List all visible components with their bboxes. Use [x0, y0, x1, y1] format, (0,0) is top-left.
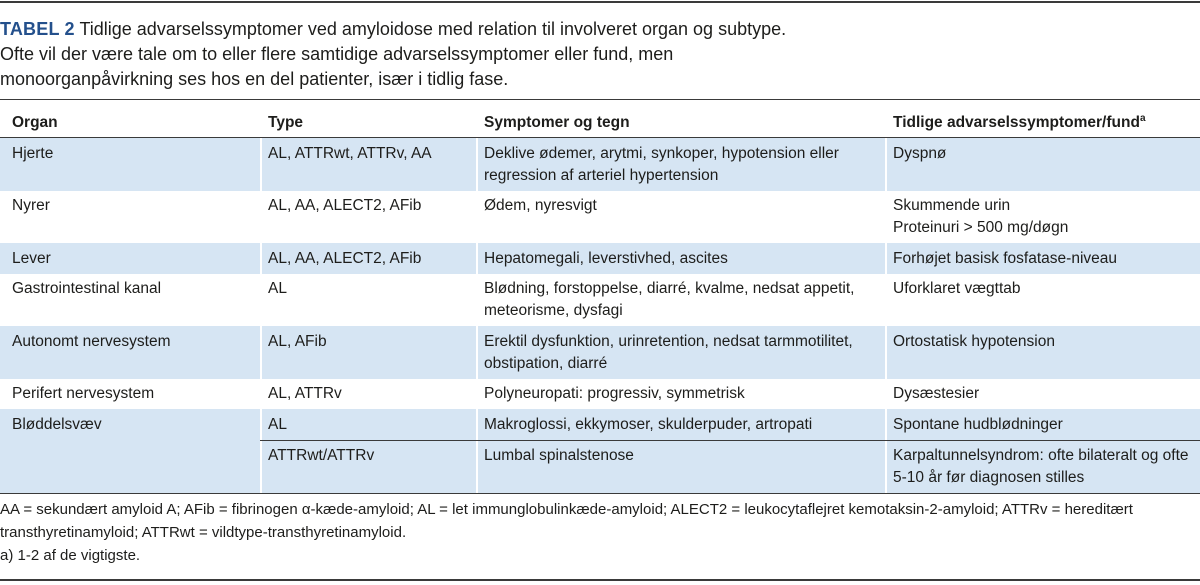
- table-label: TABEL 2: [0, 19, 75, 39]
- finding-line: Dyspnø: [893, 144, 947, 162]
- cell-organ: Nyrer: [12, 197, 50, 214]
- cell-findings: [885, 191, 1200, 244]
- bottom-rule: [0, 579, 1200, 581]
- top-rule: [0, 1, 1200, 3]
- cell-type: AL: [260, 274, 476, 327]
- cell-symptoms: Blødning, forstoppelse, diarré, kvalme, nedsat appetit, meteorisme, dysfagi: [476, 274, 885, 327]
- cell-symptoms: Polyneuropati: progressiv, symmetrisk: [476, 379, 885, 410]
- cell-symptoms: Erektil dysfunktion, urinretention, nedsat tarmmotilitet, obstipation, diarré: [476, 326, 885, 379]
- finding-line: Spontane hudblødninger: [893, 415, 1063, 433]
- cell-findings: [885, 274, 1200, 327]
- cell-type: AL: [260, 409, 476, 440]
- table-row: [0, 138, 1200, 191]
- cell-type: AL, AFib: [260, 326, 476, 379]
- cell-type: AL, AA, ALECT2, AFib: [260, 243, 476, 274]
- cell-type: AL, AA, ALECT2, AFib: [260, 191, 476, 244]
- footnote-a: a) 1-2 af de vigtigste.: [0, 547, 141, 564]
- finding-line: Karpaltunnelsyndrom: ofte bilateralt og ofte 5-10 år før diagnosen stilles: [893, 447, 1189, 486]
- table-footnotes: [0, 494, 1200, 567]
- cell-organ: Perifert nervesystem: [12, 385, 155, 402]
- cell-organ: Gastrointestinal kanal: [12, 280, 162, 297]
- header-row: [0, 100, 1200, 138]
- cell-symptoms: Ødem, nyresvigt: [476, 191, 885, 244]
- cell-type: ATTRwt/ATTRv: [260, 440, 476, 494]
- table-row: [0, 379, 1200, 410]
- finding-line: Dysæstesier: [893, 385, 980, 402]
- cell-organ: Autonomt nervesystem: [0, 326, 260, 379]
- table-row: [0, 326, 1200, 379]
- table-row: [0, 274, 1200, 327]
- column-header-type: Type: [260, 100, 476, 138]
- column-header-findings-label: Tidlige advarselssymptomer/fund: [893, 114, 1140, 131]
- finding-line: Uforklaret vægttab: [893, 280, 1021, 297]
- cell-findings: [885, 409, 1200, 440]
- footnote-marker: a: [1139, 112, 1146, 124]
- column-header-findings: [885, 100, 1200, 138]
- table-row: [0, 409, 1200, 440]
- footnote-abbreviations: AA = sekundært amyloid A; AFib = fibrinogen α-kæde-amyloid; AL = let immunglobulinkæde-amyloid; ALECT2 = leukocytaflejret kemotaksin-2-amyloid; ATTRv = hereditært transthyretinamyloid; ATTRwt = vildtype-transthyretinamyloid.: [0, 501, 1133, 541]
- table-body: [0, 138, 1200, 493]
- cell-findings: [885, 379, 1200, 410]
- finding-line: Ortostatisk hypotension: [893, 332, 1055, 350]
- cell-type: AL, ATTRv: [260, 379, 476, 410]
- cell-symptoms: Deklive ødemer, arytmi, synkoper, hypotension eller regression af arteriel hypertension: [476, 138, 885, 191]
- table-header: [0, 100, 1200, 138]
- table-row: [0, 191, 1200, 244]
- cell-type: AL, ATTRwt, ATTRv, AA: [260, 138, 476, 191]
- table-caption: [0, 0, 820, 92]
- cell-symptoms: Makroglossi, ekkymoser, skulderpuder, artropati: [476, 409, 885, 440]
- cell-organ: Bløddelsvæv: [0, 409, 260, 493]
- cell-organ: Lever: [0, 243, 260, 274]
- finding-line: Proteinuri > 500 mg/døgn: [893, 219, 1069, 236]
- cell-symptoms: Hepatomegali, leverstivhed, ascites: [476, 243, 885, 274]
- cell-findings: [885, 440, 1200, 494]
- cell-findings: [885, 243, 1200, 274]
- cell-findings: [885, 138, 1200, 191]
- finding-line: Forhøjet basisk fosfatase-niveau: [893, 249, 1117, 267]
- cell-symptoms: Lumbal spinalstenose: [476, 440, 885, 494]
- caption-text: Tidlige advarselssymptomer ved amyloidose med relation til involveret organ og subtype. Ofte vil der være tale om to eller flere samtidige advarselssymptomer eller fund, men monoorganpåvirkning ses hos en del patienter, især i tidlig fase.: [0, 19, 787, 89]
- table-row: [0, 243, 1200, 274]
- warning-symptoms-table: [0, 99, 1200, 494]
- cell-organ: Hjerte: [0, 138, 260, 191]
- column-header-organ: Organ: [0, 100, 260, 138]
- finding-line: Skummende urin: [893, 197, 1011, 214]
- cell-findings: [885, 326, 1200, 379]
- column-header-symptoms: Symptomer og tegn: [476, 100, 885, 138]
